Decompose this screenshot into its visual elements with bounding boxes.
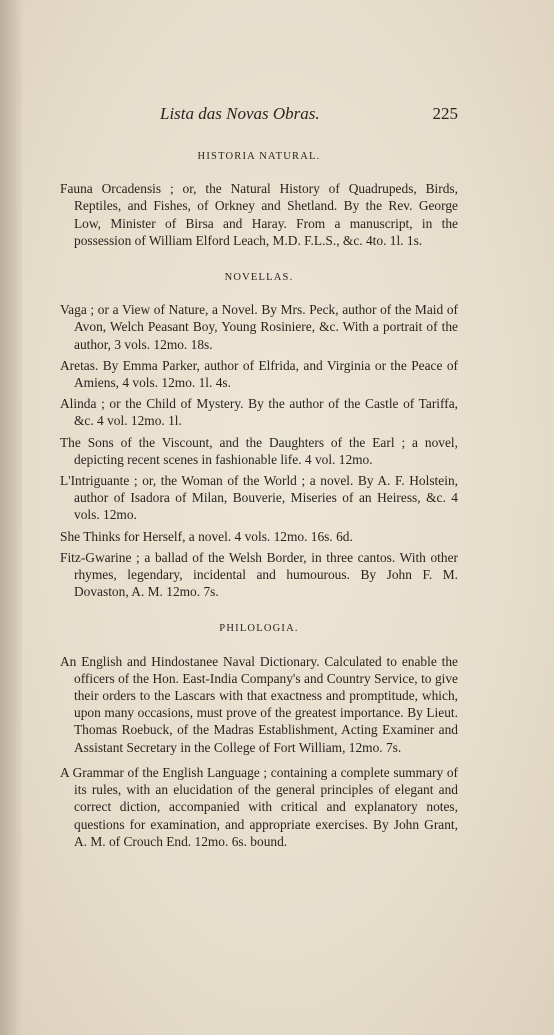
section-title-philologia: PHILOLOGIA. — [219, 623, 299, 635]
book-entry: Fauna Orcadensis ; or, the Natural History of Quadrupeds, Birds, Reptiles, and Fishes, of Orkney and Shetland. By the Rev. George Low, Minister of Birsa and Haray. From a manuscript, in the possession of William Elford Leach, M.D. F.L.S., &c. 4to. 1l. 1s. — [60, 181, 458, 248]
section-title-historia-natural: HISTORIA NATURAL. — [197, 151, 321, 162]
book-entry: A Grammar of the English Language ; containing a complete summary of its rules, with an elucidation of the general principles of elegant and correct diction, accompanied with critical and explanatory notes, questions for examination, and appropriate exercises. By John Grant, A. M. of Crouch End. 12mo. 6s. bound. — [60, 764, 458, 849]
book-entry: The Sons of the Viscount, and the Daughters of the Earl ; a novel, depicting recent scenes in fashionable life. 4 vol. 12mo. — [60, 434, 458, 467]
book-entry: L'Intriguante ; or, the Woman of the World ; a novel. By A. F. Holstein, author of Isadora of Milan, Bouverie, Miseries of an Heiress, &c. 4 vols. 12mo. — [60, 473, 458, 523]
running-title: Lista das Novas Obras. — [160, 104, 320, 123]
section-title-novellas: NOVELLAS. — [224, 272, 294, 284]
book-entry: An English and Hindostanee Naval Dictionary. Calculated to enable the officers of the Hon. East-India Company's and Country Service, to give their orders to the Lascars with that exactness and promptitude, which, upon many occasions, must prove of the greatest importance. By Lieut. Thomas Roebuck, of the Madras Establishment, Acting Examiner and Assistant Secretary in the College of Fort William, 12mo. 7s. — [60, 653, 458, 755]
book-entry: Aretas. By Emma Parker, author of Elfrida, and Virginia or the Peace of Amiens, 4 vols. 12mo. 1l. 4s. — [60, 357, 458, 391]
page-gutter — [0, 0, 22, 1035]
book-entry: Vaga ; or a View of Nature, a Novel. By Mrs. Peck, author of the Maid of Avon, Welch Peasant Boy, Young Rosiniere, &c. With a portrait of the author, 3 vols. 12mo. 18s. — [60, 302, 458, 352]
page-content — [60, 148, 458, 854]
book-entry: She Thinks for Herself, a novel. 4 vols. 12mo. 16s. 6d. — [60, 528, 353, 544]
page-header — [60, 104, 460, 128]
book-entry: Alinda ; or the Child of Mystery. By the author of the Castle of Tariffa, &c. 4 vol. 12mo. 1l. — [60, 396, 458, 429]
page-number: 225 — [432, 104, 458, 123]
book-entry: Fitz-Gwarine ; a ballad of the Welsh Border, in three cantos. With other rhymes, legendary, incidental and humourous. By John F. M. Dovaston, A. M. 12mo. 7s. — [60, 549, 458, 600]
